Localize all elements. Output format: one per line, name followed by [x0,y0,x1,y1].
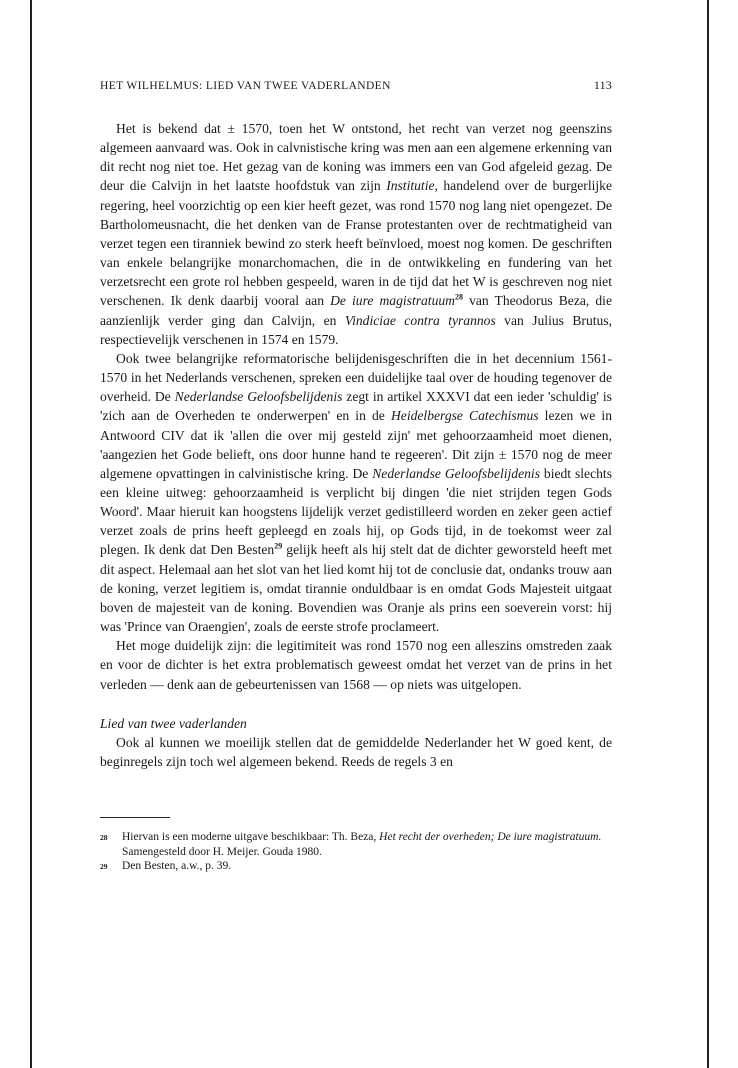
p2-italic-catechismus: Heidelbergse Catechismus [390,408,539,424]
scan-edge-left [30,0,32,1068]
p2-text-1: Ook twee belangrijke reformatorische belijdenisgeschriften die in het decennium 1561-1570 in het Nederlands verschenen, spreken een duidelijke taal over de houding tegenover de overheid. De [100,350,612,405]
footnote-29 [100,859,612,875]
page [100,78,612,875]
footnote-rule [100,817,170,818]
footnote-28-text-2: Samengesteld door H. Meijer. Gouda 1980. [122,845,322,858]
running-title: HET WILHELMUS: LIED VAN TWEE VADERLANDEN [100,80,391,92]
p1-text-3: van Theodorus Beza, die aanzienlijk verder ging dan Calvijn, en [100,293,612,328]
p2-text-4: biedt slechts een kleine uitweg: gehoorzaamheid is verplicht bij dingen 'die niet strijden tegen Gods Woord'. Maar hieruit kan hoogstens lijdelijk verzet gedistilleerd worden en zeker geen actief verzet zoals de prins heeft gepleegd en zoals hij, op Gods tijd, in de toekomst weer zal plegen. Ik denk dat Den Besten [100,465,612,558]
p2-italic-geloofsbelijdenis-2: Nederlandse Geloofsbelijdenis [372,465,540,481]
paragraph-3: Het moge duidelijk zijn: die legitimiteit was rond 1570 nog een alleszins omstreden zaak en voor de dichter is het extra problematisch geweest omdat het verzet van de prins in het verleden — denk aan de gebeurtenissen van 1568 — op niets was uitgelopen. [100,638,612,692]
p1-text-4: van Julius Brutus, respectievelijk verschenen in 1574 en 1579. [100,312,612,347]
p2-italic-geloofsbelijdenis: Nederlandse Geloofsbelijdenis [174,389,343,405]
p1-italic-institutie: Institutie, [386,178,438,194]
footnote-28-text-1: Hiervan is een moderne uitgave beschikbaar: Th. Beza, [122,831,380,844]
scan-edge-right [707,0,709,1068]
p2-text-5: gelijk heeft als hij stelt dat de dichter geworsteld heeft met dit aspect. Helemaal aan het slot van het lied komt hij tot de conclusie dat, ondanks trouw aan de koning, verzet legitiem is, omdat tirannie onduldbaar is en omdat Gods Majesteit uitgaat boven de majesteit van de koning. Bovendien was Oranje als prins een soeverein vorst: hij was 'Prince van Oraengien', zoals de eerste strofe proclameert. [100,542,612,635]
footnote-text [122,830,612,859]
p1-italic-vindiciae: Vindiciae contra tyrannos [344,312,496,328]
p1-text-2: handelend over de burgerlijke regering, heel voorzichtig op een kier heeft gezet, was rond 1570 nog lang niet opengezet. De Bartholomeusnacht, die het denken van de Franse protestanten over de rechtmatigheid van verzet tegen een tiranniek bewind zo sterk heeft beïnvloed, moest nog komen. De geschriften van enkele belangrijke monarchomachen, die in de ontwikkeling en fundering van het verzetsrecht een grote rol hebben gespeeld, waren in de tijd dat het W is geschreven nog niet verschenen. Ik denk daarbij vooral aan [100,178,612,309]
p2-text-3: lezen we in Antwoord CIV dat ik 'allen die over mij gesteld zijn' met gehoorzaamheid moet dienen, 'aangezien het Gode belieft, ons door hunne hand te regeeren'. Dit zijn ± 1570 nog de meer algemene opvattingen in calvinistische kring. De [100,408,613,481]
p1-italic-de-iure: De iure magistratuum [330,293,455,309]
footnote-number: 28 [100,833,108,843]
p1-text-1: Het is bekend dat ± 1570, toen het W ontstond, het recht van verzet nog geenszins algemeen aanvaard was. Ook in calvnistische kring was men aan een algemene erkenning van dit recht nog niet toe. Het gezag van de koning was immers een van God afgeleid gezag. De deur die Calvijn in het laatste hoofdstuk van zijn [100,121,612,194]
paragraph-2 [100,349,612,636]
section-heading: Lied van twee vaderlanden [100,715,247,731]
p2-text-2: zegt in artikel XXXVI dat een ieder 'schuldig' is 'zich aan de Overheden te onderwerpen' en in de [100,389,612,424]
footnote-ref-29: 29 [274,541,283,551]
page-number: 113 [593,78,612,92]
running-head [100,78,612,93]
footnote-number: 29 [100,862,108,872]
footnote-ref-28: 28 [455,292,463,302]
paragraph-4: Ook al kunnen we moeilijk stellen dat de gemiddelde Nederlander het W goed kent, de beginregels zijn toch wel algemeen bekend. Reeds de regels 3 en [100,734,612,769]
footnote-text: Den Besten, a.w., p. 39. [122,860,232,873]
footnote-28-italic: Het recht der overheden; De iure magistratuum. [379,831,602,844]
footnotes [100,830,612,875]
body-text [100,119,612,771]
paragraph-1 [100,119,612,349]
footnote-28 [100,830,612,859]
